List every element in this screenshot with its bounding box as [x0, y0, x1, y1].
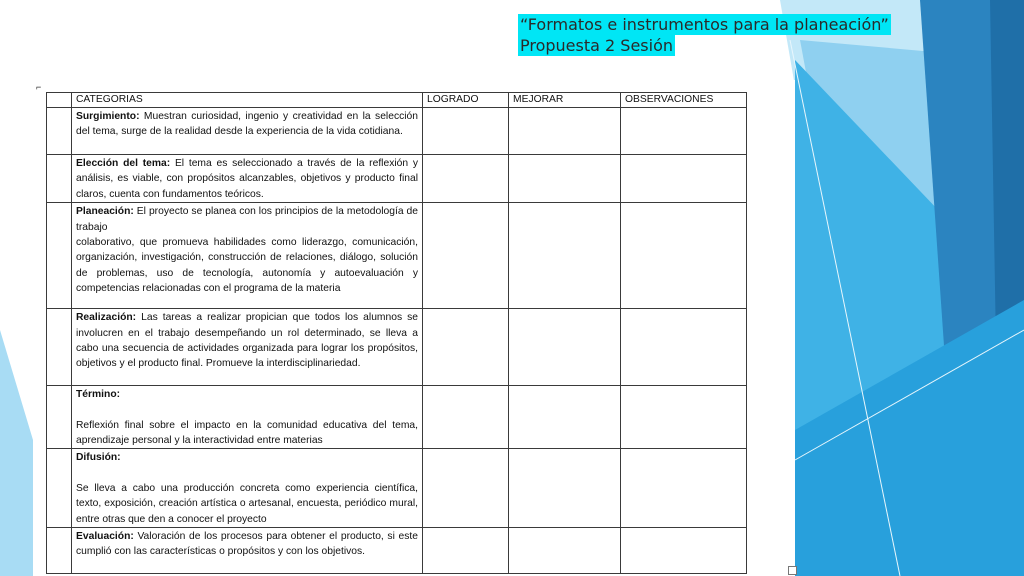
- row-index-cell: [47, 309, 72, 386]
- table-row: [47, 108, 747, 155]
- category-name: Realización:: [76, 312, 137, 324]
- mejorar-cell: [509, 108, 621, 155]
- mejorar-cell: [509, 449, 621, 528]
- observaciones-cell: [621, 108, 747, 155]
- mejorar-cell: [509, 203, 621, 309]
- cursor-mark: ⌐: [36, 82, 42, 92]
- logrado-cell: [423, 203, 509, 309]
- row-index-cell: [47, 203, 72, 309]
- header-categorias: CATEGORIAS: [72, 93, 423, 108]
- category-cell: [72, 528, 423, 574]
- category-description: Valoración de los procesos para obtener el producto, si este cumplió con las características o propósitos y con los objetivos.: [76, 531, 418, 558]
- bg-left-wedge: [0, 330, 33, 576]
- category-description: Muestran curiosidad, ingenio y creatividad en la selección del tema, surge de la realidad desde la experiencia de la vida cotidiana.: [76, 111, 418, 138]
- category-name: Planeación:: [76, 206, 134, 218]
- category-cell: [72, 309, 423, 386]
- category-cell: [72, 155, 423, 203]
- observaciones-cell: [621, 309, 747, 386]
- category-name: Surgimiento:: [76, 111, 140, 122]
- evaluation-table: [46, 92, 747, 574]
- table-row: [47, 386, 747, 449]
- category-description-cont: colaborativo, que promueva habilidades como liderazgo, comunicación, organización, investigación, construcción de relaciones, diálogo, solución de problemas, uso de tecnología, autonomía y autoevaluación y competencias relacionadas con el programa de la materia: [76, 237, 418, 295]
- table-row: [47, 155, 747, 203]
- observaciones-cell: [621, 449, 747, 528]
- row-index-cell: [47, 386, 72, 449]
- category-description: Se lleva a cabo una producción concreta como experiencia científica, texto, exposición, creación artística o artesanal, encuesta, periódico mural, entre otras que den a conocer el proyecto: [76, 482, 418, 525]
- observaciones-cell: [621, 386, 747, 449]
- observaciones-cell: [621, 528, 747, 574]
- category-name: Evaluación:: [76, 531, 134, 543]
- category-cell: [72, 108, 423, 155]
- category-name: Término:: [76, 389, 121, 401]
- mejorar-cell: [509, 528, 621, 574]
- slide-title: [518, 14, 891, 56]
- title-line-1: “Formatos e instrumentos para la planeación”: [520, 15, 889, 34]
- header-logrado: LOGRADO: [423, 93, 509, 108]
- row-index-cell: [47, 155, 72, 203]
- category-description: Las tareas a realizar propician que todos los alumnos se involucren en el trabajo desempeñando un rol determinado, se lleva a cabo una secuencia de actividades organizada para lograr los propósitos, objetivos y el producto final. Promueve la interdisciplinariedad.: [76, 312, 418, 370]
- table-row: [47, 203, 747, 309]
- category-description: Reflexión final sobre el impacto en la comunidad educativa del tema, aprendizaje personal y la interactividad entre materias: [76, 419, 418, 447]
- logrado-cell: [423, 386, 509, 449]
- category-description: El tema es seleccionado a través de la reflexión y análisis, es viable, con propósitos alcanzables, objetivos y producto final claros, cuenta con fundamentos teóricos.: [76, 158, 418, 200]
- logrado-cell: [423, 309, 509, 386]
- category-name: Difusión:: [76, 452, 121, 464]
- table-header-row: [47, 93, 747, 108]
- title-line-2: Propuesta 2 Sesión: [520, 36, 673, 55]
- header-blank: [47, 93, 72, 108]
- row-index-cell: [47, 449, 72, 528]
- observaciones-cell: [621, 203, 747, 309]
- table-row: [47, 449, 747, 528]
- category-cell: [72, 449, 423, 528]
- mejorar-cell: [509, 309, 621, 386]
- header-mejorar: MEJORAR: [509, 93, 621, 108]
- resize-handle[interactable]: [788, 566, 797, 575]
- mejorar-cell: [509, 386, 621, 449]
- logrado-cell: [423, 449, 509, 528]
- row-index-cell: [47, 108, 72, 155]
- category-cell: [72, 386, 423, 449]
- category-description: El proyecto se planea con los principios de la metodología de trabajo: [76, 206, 418, 233]
- logrado-cell: [423, 155, 509, 203]
- logrado-cell: [423, 528, 509, 574]
- header-observaciones: OBSERVACIONES: [621, 93, 747, 108]
- table-row: [47, 309, 747, 386]
- logrado-cell: [423, 108, 509, 155]
- mejorar-cell: [509, 155, 621, 203]
- table-row: [47, 528, 747, 574]
- observaciones-cell: [621, 155, 747, 203]
- category-name: Elección del tema:: [76, 158, 171, 169]
- category-cell: [72, 203, 423, 309]
- row-index-cell: [47, 528, 72, 574]
